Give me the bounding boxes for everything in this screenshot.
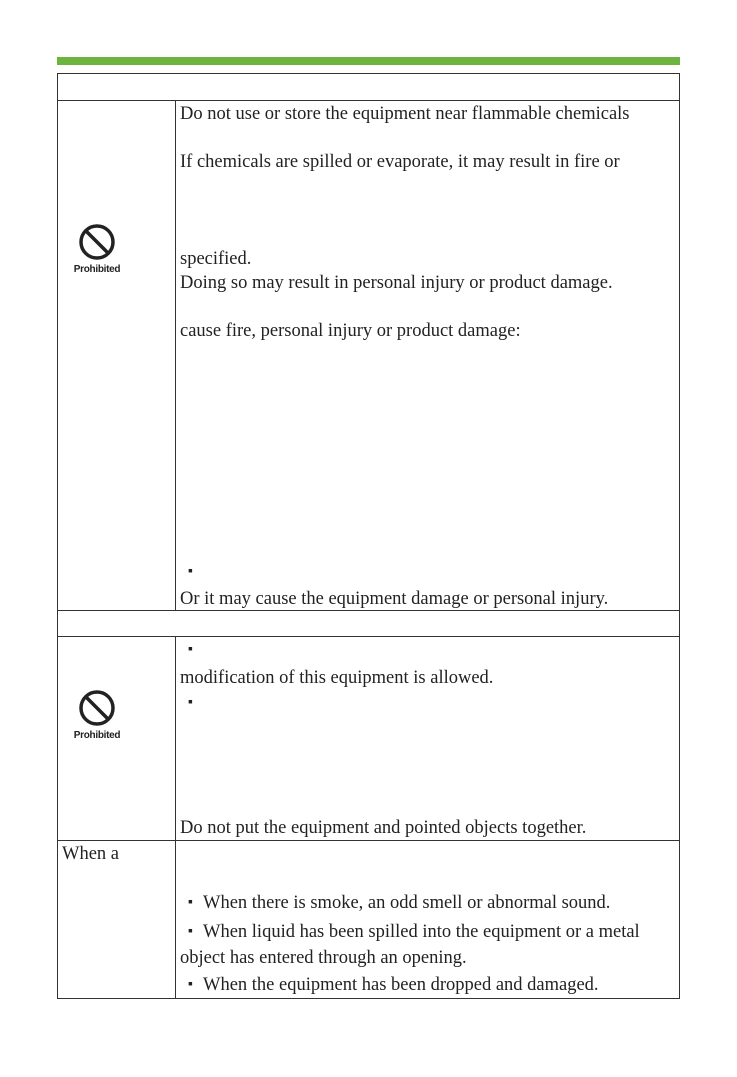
condition-label: When a <box>62 844 120 864</box>
list-bullet: ▪ <box>188 924 193 939</box>
warning-text-line: specified. <box>180 249 252 269</box>
warning-text-line: If chemicals are spilled or evaporate, it may result in fire or <box>180 152 620 172</box>
list-bullet: ▪ <box>188 977 193 992</box>
prohibited-label: Prohibited <box>73 730 121 741</box>
warning-text-line: modification of this equipment is allowed. <box>180 668 494 688</box>
header-accent-bar <box>57 57 680 65</box>
warning-text-line: Do not put the equipment and pointed objects together. <box>180 818 587 838</box>
row-divider <box>58 610 679 611</box>
warning-text-line: Do not use or store the equipment near flammable chemicals <box>180 104 630 124</box>
list-bullet: ▪ <box>188 695 193 710</box>
row-divider <box>58 636 679 637</box>
prohibited-badge <box>62 688 132 741</box>
warning-text-line: Doing so may result in personal injury or product damage. <box>180 273 613 293</box>
prohibited-icon <box>77 222 117 262</box>
prohibited-icon <box>77 688 117 728</box>
row-divider <box>58 100 679 101</box>
warning-text-line: Or it may cause the equipment damage or personal injury. <box>180 589 609 609</box>
column-divider <box>175 636 176 998</box>
prohibited-label: Prohibited <box>73 264 121 275</box>
row-divider <box>58 840 679 841</box>
column-divider <box>175 100 176 610</box>
safety-table <box>57 73 680 999</box>
list-bullet: ▪ <box>188 895 193 910</box>
condition-item-continued: object has entered through an opening. <box>180 948 467 968</box>
list-bullet: ▪ <box>188 564 193 579</box>
prohibited-badge <box>62 222 132 275</box>
list-bullet: ▪ <box>188 642 193 657</box>
condition-item: When the equipment has been dropped and damaged. <box>203 975 599 995</box>
warning-text-line: cause fire, personal injury or product damage: <box>180 321 521 341</box>
condition-item: When there is smoke, an odd smell or abnormal sound. <box>203 893 611 913</box>
condition-item: When liquid has been spilled into the equipment or a metal <box>203 922 640 942</box>
